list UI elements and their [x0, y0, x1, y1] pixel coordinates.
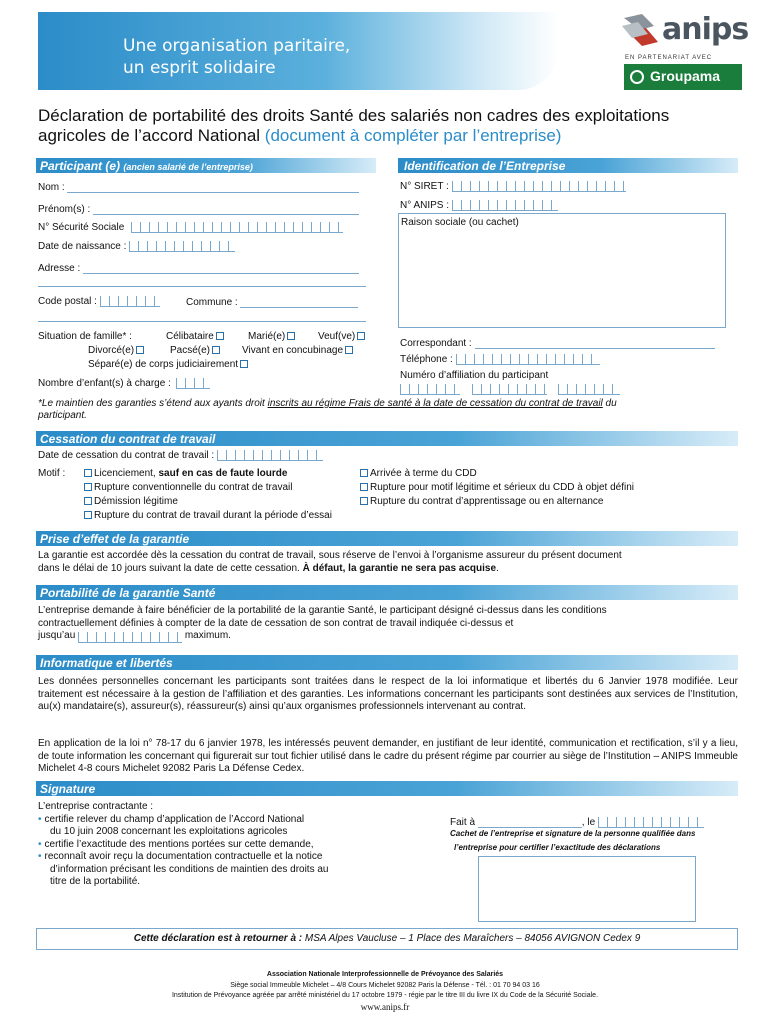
- prise-effet-line-2c: .: [496, 562, 499, 574]
- siret-field[interactable]: [452, 181, 626, 192]
- concubinage-label: Vivant en concubinage: [242, 345, 344, 356]
- motif-2-checkbox[interactable]: [84, 483, 92, 491]
- siret-label: N° SIRET :: [400, 181, 449, 192]
- signature-b3a: reconnaît avoir reçu la documentation contractuelle et la notice: [44, 851, 323, 862]
- footer-line-1: Association Nationale Interprofessionnelle de Prévoyance des Salariés: [266, 971, 504, 978]
- participant-heading: [36, 158, 376, 173]
- motif-1-label-b: sauf en cas de faute lourde: [158, 468, 288, 479]
- raison-sociale-box[interactable]: [398, 213, 726, 328]
- cessation-heading: Cessation du contrat de travail: [36, 431, 738, 446]
- prise-effet-heading: Prise d’effet de la garantie: [36, 531, 738, 546]
- enfants-label: Nombre d’enfant(s) à charge :: [38, 378, 171, 389]
- fait-label: Fait à: [450, 817, 476, 828]
- motif-3[interactable]: [82, 496, 178, 507]
- retour-label: Cette déclaration est à retourner à :: [133, 933, 303, 944]
- motif-1-checkbox[interactable]: [84, 469, 92, 477]
- celibataire-checkbox[interactable]: [216, 332, 224, 340]
- prise-effet-text: [38, 550, 738, 575]
- veuf-label: Veuf(ve): [318, 331, 356, 342]
- motif-1-label-a: Licenciement,: [94, 468, 159, 479]
- telephone-label: Téléphone :: [400, 354, 453, 365]
- bullet-icon: •: [38, 851, 42, 862]
- adresse-field[interactable]: [83, 262, 359, 274]
- nom-label: Nom :: [38, 182, 65, 193]
- slogan-banner: [38, 12, 558, 90]
- naissance-row: [38, 241, 235, 252]
- portabilite-line-2: contractuellement définies à compter de la date de cessation de son contrat de travail indiquée ci-dessus et: [38, 617, 514, 629]
- footer-line-3: Institution de Prévoyance agréée par arrêté ministériel du 17 octobre 1979 - régie par le titre III du livre IX du Code de la Sécurité Sociale.: [171, 992, 599, 999]
- groupama-icon: [630, 70, 644, 84]
- signature-b3b: d’information précisant les conditions de maintien des droits au: [50, 863, 329, 875]
- portabilite-line-1: L’entreprise demande à faire bénéficier de la portabilité de la garantie Santé, le participant désigné ci-dessus dans les conditions: [38, 605, 607, 616]
- cessation-date-label: Date de cessation du contrat de travail :: [38, 450, 215, 461]
- cachet-line-2: l’entreprise pour certifier l’exactitude des déclarations: [454, 843, 661, 852]
- portabilite-line-3a: jusqu’au: [38, 630, 76, 641]
- informatique-p2: En application de la loi n° 78-17 du 6 janvier 1978, les intéressés peuvent demander, en justifiant de leur identité, communication et rectification, s’il y a lieu, de toute information les concernant qui figurerait sur tout fichier utilisé dans le cadre du présent régime par courrier au siège de l’Institution – ANIPS Immeuble Michelet 4-8 cours Michelet 92082 Paris La Défense Cedex.: [38, 738, 738, 774]
- motif-7-label: Rupture du contrat d’apprentissage ou en alternance: [370, 496, 604, 507]
- informatique-heading: Informatique et libertés: [36, 655, 738, 670]
- motif-3-checkbox[interactable]: [84, 497, 92, 505]
- veuf-checkbox[interactable]: [357, 332, 365, 340]
- veuf-option[interactable]: [318, 331, 367, 342]
- signature-box[interactable]: [478, 856, 696, 922]
- prenom-row: [38, 203, 359, 215]
- note-c: du: [602, 398, 617, 409]
- separe-checkbox[interactable]: [240, 360, 248, 368]
- divorce-checkbox[interactable]: [136, 346, 144, 354]
- motif-6-checkbox[interactable]: [360, 483, 368, 491]
- naissance-label: Date de naissance :: [38, 241, 127, 252]
- entreprise-heading: Identification de l’Entreprise: [398, 158, 738, 173]
- fait-field[interactable]: [478, 816, 582, 828]
- slogan-line-1: Une organisation paritaire,: [123, 36, 351, 56]
- affiliation-field[interactable]: [400, 384, 622, 395]
- signature-b3c: titre de la portabilité.: [50, 876, 141, 887]
- retour-box: [36, 928, 738, 950]
- code-postal-label: Code postal :: [38, 296, 97, 307]
- commune-field-2[interactable]: [38, 310, 366, 322]
- motif-4-checkbox[interactable]: [84, 511, 92, 519]
- ayants-droit-note: [38, 398, 738, 422]
- portabilite-date-field[interactable]: [78, 632, 182, 643]
- le-label: , le: [581, 817, 596, 828]
- separe-label: Séparé(e) de corps judiciairement: [88, 359, 239, 370]
- portabilite-heading: Portabilité de la garantie Santé: [36, 585, 738, 600]
- motif-2[interactable]: [82, 482, 292, 493]
- fait-row: [450, 816, 704, 828]
- adresse-label: Adresse :: [38, 263, 81, 274]
- anips-logo: [618, 12, 749, 52]
- note-d: participant.: [38, 410, 87, 421]
- celibataire-option[interactable]: [166, 331, 226, 342]
- situation-label: Situation de famille* :: [38, 331, 132, 342]
- motif-3-label: Démission légitime: [94, 496, 178, 507]
- prise-effet-line-2a: dans le délai de 10 jours suivant la date de cette cessation.: [38, 562, 303, 574]
- motif-7[interactable]: [358, 496, 604, 507]
- title-sub: (document à compléter par l’entreprise): [260, 126, 562, 145]
- signature-b1b: du 10 juin 2008 concernant les exploitations agricoles: [50, 826, 288, 837]
- informatique-p1: Les données personnelles concernant les participants sont traitées dans le respect de la loi informatique et libertés du 6 Janvier 1978 modifiée. Leur traitement est nécessaire à la gestion de l’affiliation et des garanties. Les informations concernant les participants sont destinées aux services de l’Institution, au(x) mandataire(s), assureur(s), réassureur(s) ainsi qu’aux organismes professionnels intervenant au contrat.: [38, 676, 738, 712]
- motif-6[interactable]: [358, 482, 634, 493]
- code-postal-field[interactable]: [100, 296, 160, 307]
- slogan-line-2: un esprit solidaire: [123, 58, 276, 78]
- concubinage-option[interactable]: [242, 345, 355, 356]
- portabilite-line-3b: maximum.: [184, 630, 231, 641]
- nom-row: [38, 181, 359, 193]
- prenom-label: Prénom(s) :: [38, 204, 91, 215]
- title-main: Déclaration de portabilité des droits Santé des salariés non cadres des exploitations agricoles de l’accord National: [38, 106, 670, 145]
- enfants-field[interactable]: [176, 378, 210, 389]
- signature-b2: certifie l’exactitude des mentions portées sur cette demande,: [44, 838, 314, 850]
- secu-row: [38, 222, 343, 233]
- pacse-option[interactable]: [170, 345, 222, 356]
- motif-4-label: Rupture du contrat de travail durant la période d’essai: [94, 510, 332, 521]
- affiliation-part-2: [472, 384, 547, 395]
- cessation-date-field[interactable]: [217, 450, 323, 461]
- affiliation-part-1: [400, 384, 460, 395]
- participant-heading-note: (ancien salarié de l’entreprise): [123, 162, 253, 172]
- motif-4[interactable]: [82, 510, 332, 521]
- affiliation-label: Numéro d’affiliation du participant: [400, 370, 549, 381]
- siret-row: [400, 181, 626, 192]
- divorce-label: Divorcé(e): [88, 345, 135, 356]
- partner-text: EN PARTENARIAT AVEC: [625, 55, 713, 61]
- cachet-line-1: Cachet de l’entreprise et signature de la personne qualifiée dans: [450, 829, 696, 838]
- anips-logo-text: anips: [662, 12, 749, 47]
- motif-2-label: Rupture conventionnelle du contrat de travail: [94, 482, 293, 493]
- motif-1[interactable]: [82, 468, 287, 479]
- motif-5[interactable]: [358, 468, 477, 479]
- pacse-label: Pacsé(e): [170, 345, 211, 356]
- motif-6-label: Rupture pour motif légitime et sérieux du CDD à objet défini: [370, 482, 635, 493]
- bullet-icon: •: [38, 813, 42, 825]
- motif-7-checkbox[interactable]: [360, 497, 368, 505]
- footer-website-link[interactable]: www.anips.fr: [360, 1002, 410, 1012]
- portabilite-text: [38, 605, 738, 643]
- secu-label: N° Sécurité Sociale: [38, 222, 125, 233]
- adresse-row: [38, 262, 359, 274]
- prise-effet-line-2b: À défaut, la garantie ne sera pas acquise: [302, 562, 497, 574]
- secu-field[interactable]: [131, 222, 343, 233]
- anips-field[interactable]: [452, 200, 558, 211]
- prenom-field[interactable]: [93, 203, 359, 215]
- note-b: inscrits au régime Frais de santé à la date de cessation du contrat de travail: [267, 398, 603, 409]
- affiliation-part-3: [558, 384, 620, 395]
- motif-5-checkbox[interactable]: [360, 469, 368, 477]
- raison-sociale-label: Raison sociale (ou cachet): [401, 217, 519, 228]
- motif-5-label: Arrivée à terme du CDD: [370, 468, 477, 479]
- groupama-logo: [624, 64, 742, 90]
- enfants-row: [38, 378, 210, 389]
- celibataire-label: Célibataire: [166, 331, 214, 342]
- date-signature-field[interactable]: [598, 817, 704, 828]
- marie-label: Marié(e): [248, 331, 286, 342]
- correspondant-row: [400, 337, 715, 349]
- prise-effet-line-1: La garantie est accordée dès la cessation du contrat de travail, sous réserve de l’envoi à l’organisme assureur du présent document: [38, 550, 622, 561]
- retour-address: MSA Alpes Vaucluse – 1 Place des Maraîchers – 84056 AVIGNON Cedex 9: [302, 933, 641, 944]
- footer-line-2: Siège social Immeuble Michelet – 4/8 Cours Michelet 92082 Paris la Défense - Tél. : 01 70 94 03 16: [230, 982, 540, 989]
- telephone-field[interactable]: [456, 354, 600, 365]
- divorce-option[interactable]: [88, 345, 146, 356]
- commune-field[interactable]: [240, 296, 358, 308]
- commune-label: Commune :: [186, 297, 238, 308]
- note-a: *Le maintien des garanties s’étend aux ayants droit: [38, 398, 268, 409]
- pacse-checkbox[interactable]: [212, 346, 220, 354]
- anips-logo-icon: [620, 12, 660, 48]
- marie-option[interactable]: [248, 331, 297, 342]
- cp-row: [38, 296, 160, 307]
- anips-label: N° ANIPS :: [400, 200, 450, 211]
- bullet-icon: •: [38, 838, 42, 850]
- signature-heading: Signature: [36, 781, 738, 796]
- anips-row: [400, 200, 558, 211]
- signature-text: [38, 801, 378, 889]
- correspondant-label: Correspondant :: [400, 338, 472, 349]
- cessation-date-row: [38, 450, 323, 461]
- page-title: [38, 106, 738, 146]
- signature-b1a: certifie relever du champ d’application de l’Accord National: [44, 813, 305, 825]
- participant-heading-text: Participant (e): [40, 159, 121, 173]
- correspondant-field[interactable]: [475, 337, 715, 349]
- nom-field[interactable]: [67, 181, 359, 193]
- motif-label: Motif :: [38, 468, 66, 479]
- signature-intro: L’entreprise contractante :: [38, 801, 154, 812]
- telephone-row: [400, 354, 600, 365]
- marie-checkbox[interactable]: [287, 332, 295, 340]
- concubinage-checkbox[interactable]: [345, 346, 353, 354]
- separe-option[interactable]: [88, 359, 250, 370]
- adresse-field-2[interactable]: [38, 275, 366, 287]
- commune-row: [186, 296, 358, 308]
- groupama-logo-text: Groupama: [650, 68, 721, 84]
- naissance-field[interactable]: [129, 241, 235, 252]
